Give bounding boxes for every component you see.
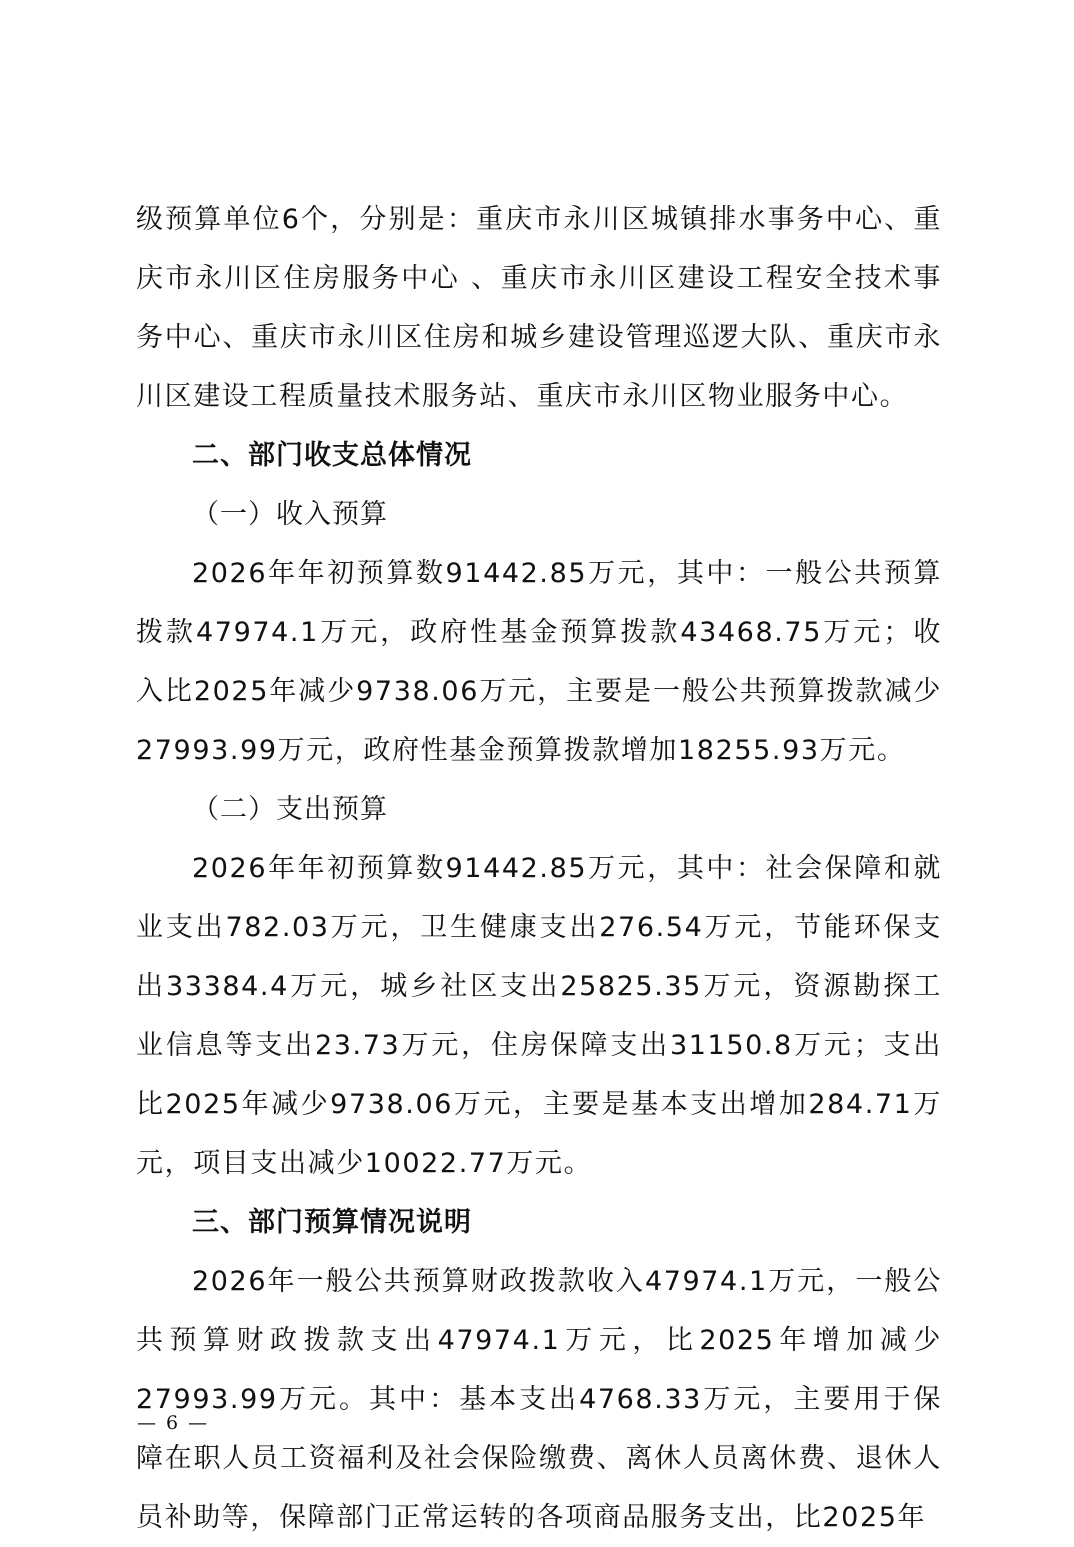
section-heading-revenue-expenditure-overview: 二、部门收支总体情况 — [192, 440, 472, 471]
subsection-heading-revenue-budget: （一）收入预算 — [192, 499, 388, 530]
document-body — [136, 190, 942, 1547]
section-heading-budget-explanation: 三、部门预算情况说明 — [192, 1207, 472, 1238]
paragraph-expenditure-budget: 2026年年初预算数91442.85万元，其中：社会保障和就业支出782.03万元，卫生健康支出276.54万元，节能环保支出33384.4万元，城乡社区支出25825.35万元，资源勘探工业信息等支出23.73万元，住房保障支出31150.8万元；支出比2025年减少9738.06万元，主要是基本支出增加284.71万元，项目支出减少10022.77万元。 — [136, 853, 942, 1179]
paragraph-revenue-budget: 2026年年初预算数91442.85万元，其中：一般公共预算拨款47974.1万元，政府性基金预算拨款43468.75万元；收入比2025年减少9738.06万元，主要是一般公共预算拨款减少27993.99万元，政府性基金预算拨款增加18255.93万元。 — [136, 558, 942, 766]
subsection-heading-expenditure-budget: （二）支出预算 — [192, 794, 388, 825]
page-number: — 6 — — [137, 1412, 210, 1434]
paragraph-subordinate-units: 级预算单位6个，分别是：重庆市永川区城镇排水事务中心、重庆市永川区住房服务中心 、重庆市永川区建设工程安全技术事务中心、重庆市永川区住房和城乡建设管理巡逻大队、重庆市永川区建设工程质量技术服务站、重庆市永川区物业服务中心。 — [136, 204, 942, 412]
paragraph-budget-explanation: 2026年一般公共预算财政拨款收入47974.1万元，一般公共预算财政拨款支出47974.1万元，比2025年增加减少27993.99万元。其中：基本支出4768.33万元，主要用于保障在职人员工资福利及社会保险缴费、离休人员离休费、退休人员补助等，保障部门正常运转的各项商品服务支出，比2025年 — [136, 1266, 942, 1533]
